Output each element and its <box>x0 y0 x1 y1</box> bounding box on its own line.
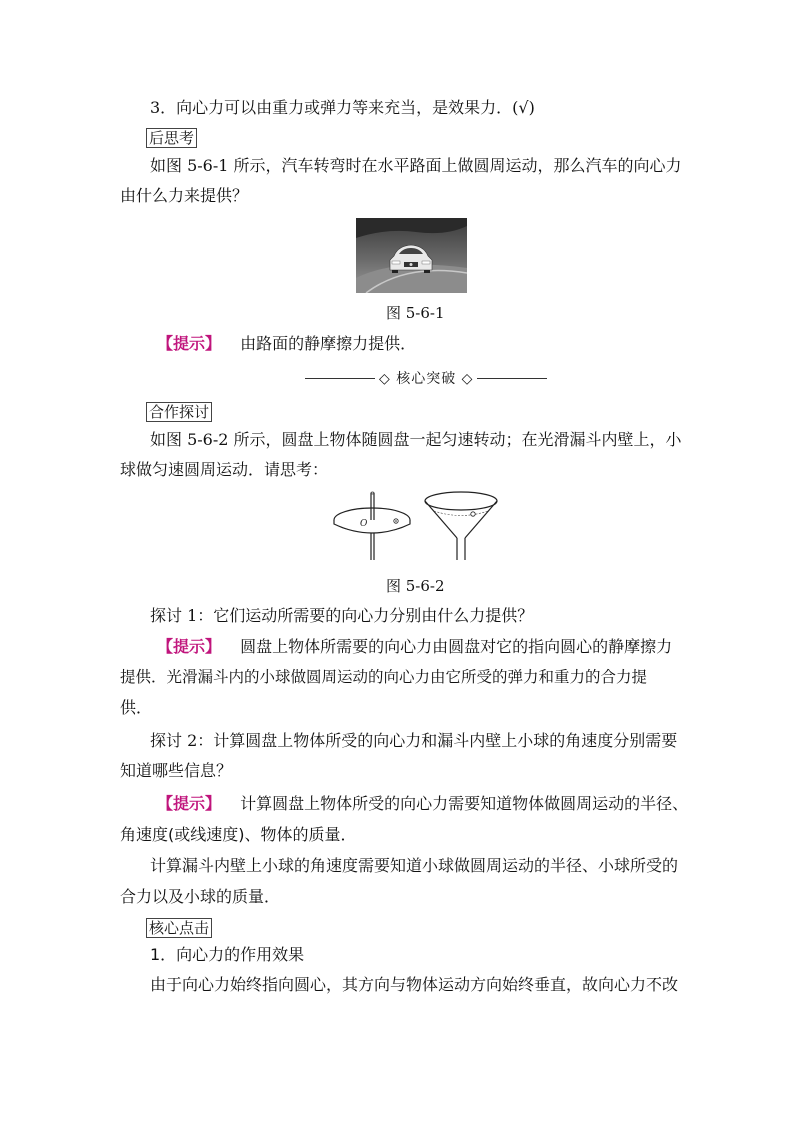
hint-3-text-line-2: 角速度(或线速度)、物体的质量． <box>120 825 357 844</box>
disc-and-funnel-diagram <box>330 490 500 562</box>
divider-left-rule <box>305 378 375 379</box>
hint-3-text-line-4: 合力以及小球的质量． <box>120 887 281 906</box>
section-label-discussion-wrap <box>146 401 212 423</box>
discussion-1: 探讨 1：它们运动所需要的向心力分别由什么力提供？ <box>150 606 534 625</box>
figure-2-caption: 图 5-6-2 <box>386 577 445 595</box>
paragraph-2-line-1: 如图 5-6-2 所示，圆盘上物体随圆盘一起匀速转动；在光滑漏斗内壁上，小 <box>150 430 682 449</box>
section-label-after-thinking-wrap <box>146 127 197 149</box>
item-3-text: 3．向心力可以由重力或弹力等来充当，是效果力．(√) <box>150 98 535 117</box>
discussion-2-line-1: 探讨 2：计算圆盘上物体所受的向心力和漏斗内壁上小球的角速度分别需要 <box>150 731 678 750</box>
hint-1-label: 【提示】 <box>157 334 222 353</box>
hint-2-line-1 <box>157 636 672 658</box>
question-1-line-1: 如图 5-6-1 所示，汽车转弯时在水平路面上做圆周运动，那么汽车的向心力 <box>150 156 682 175</box>
core-breakthrough-title: ◇ 核心突破 ◇ <box>379 371 474 387</box>
disc-center-label: O <box>360 519 368 529</box>
discussion-2-line-2: 知道哪些信息？ <box>120 761 233 780</box>
section-label-key-points-wrap <box>146 917 212 939</box>
section-label-discussion: 合作探讨 <box>146 402 212 422</box>
core-breakthrough-divider <box>305 368 547 388</box>
paragraph-2-line-2: 球做匀速圆周运动．请思考： <box>120 460 329 479</box>
hint-1 <box>157 333 416 355</box>
question-1-line-2: 由什么力来提供？ <box>120 186 249 205</box>
section-label-key-points: 核心点击 <box>146 918 212 938</box>
last-paragraph-line: 由于向心力始终指向圆心，其方向与物体运动方向始终垂直，故向心力不改 <box>150 975 679 994</box>
rotating-disc <box>334 492 410 560</box>
point-1-title: 1．向心力的作用效果 <box>150 945 305 964</box>
hint-2-text-line-3: 供． <box>120 698 153 717</box>
smooth-funnel <box>425 492 497 560</box>
car-photo-svg <box>356 218 467 293</box>
hint-3-line-1 <box>157 793 688 815</box>
hint-2-text-line-1: 圆盘上物体所需要的向心力由圆盘对它的指向圆心的静摩擦力 <box>240 637 673 656</box>
car-photo <box>356 218 467 293</box>
disc-funnel-svg <box>330 490 500 562</box>
divider-right-rule <box>477 378 547 379</box>
figure-1-caption: 图 5-6-1 <box>386 304 445 322</box>
hint-3-text-line-3: 计算漏斗内壁上小球的角速度需要知道小球做圆周运动的半径、小球所受的 <box>150 856 679 875</box>
hint-3-text-line-1: 计算圆盘上物体所受的向心力需要知道物体做圆周运动的半径、 <box>240 794 689 813</box>
hint-2-text-line-2: 提供．光滑漏斗内的小球做圆周运动的向心力由它所受的弹力和重力的合力提 <box>120 668 648 686</box>
hint-1-text: 由路面的静摩擦力提供． <box>240 334 417 353</box>
hint-3-label: 【提示】 <box>157 794 222 813</box>
hint-2-label: 【提示】 <box>157 637 222 656</box>
section-label-after-thinking: 后思考 <box>146 128 197 148</box>
